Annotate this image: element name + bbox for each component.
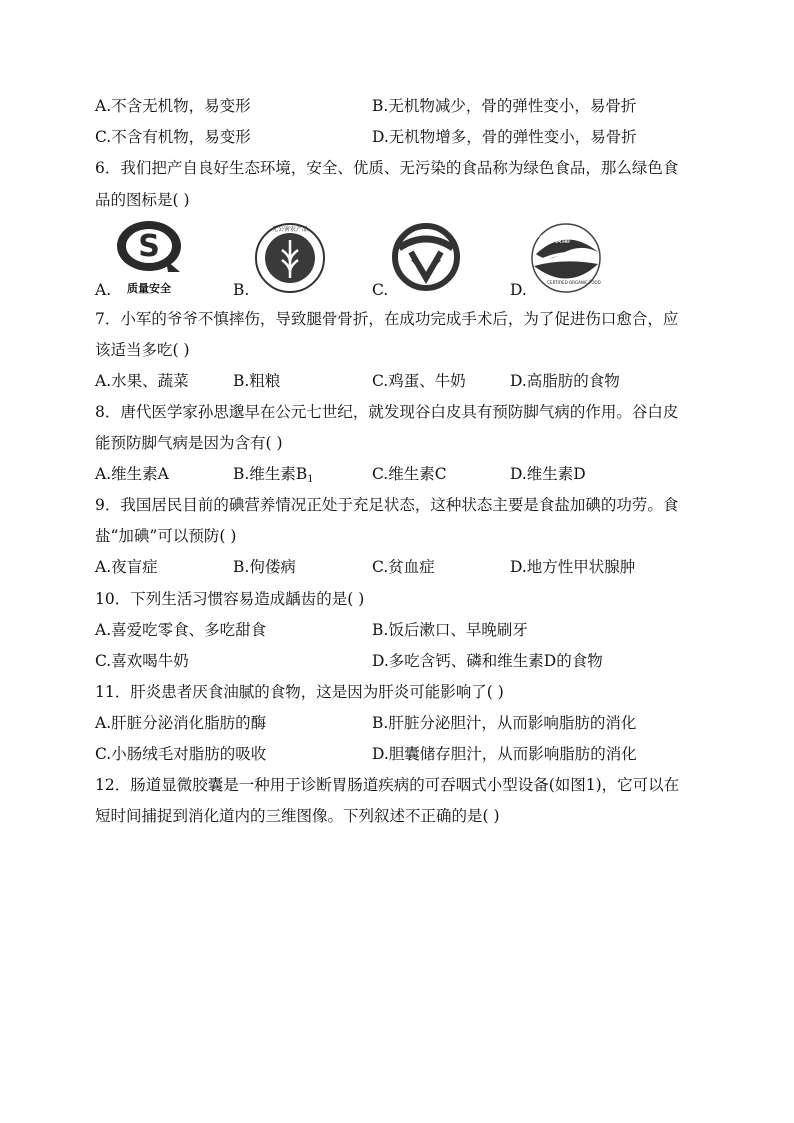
logo-d-ring-text: CERTIFIED ORGANIC FOOD [547,280,601,285]
q10-option-b: B.饭后漱口、早晚刷牙 [372,621,528,639]
q8-option-b-text: B.维生素B [233,465,308,483]
q9-stem-line2: 盐“加碘”可以预防( ) [95,527,237,545]
q8-option-a: A.维生素A [95,465,169,483]
green-food-logo [389,222,463,296]
q9-option-a: A.夜盲症 [95,558,158,576]
q11-option-b: B.肝脏分泌胆汁，从而影响脂肪的消化 [372,714,637,732]
q7-option-b: B.粗粮 [233,372,281,390]
q8-stem-line2: 能预防脚气病是因为含有( ) [95,434,283,452]
svg-text:S: S [138,229,160,264]
q10-option-c: C.喜欢喝牛奶 [95,652,189,670]
q8-option-d: D.维生素D [510,465,586,483]
q11-option-a: A.肝脏分泌消化脂肪的酶 [95,714,267,732]
q10-option-a: A.喜爱吃零食、多吃甜食 [95,621,267,639]
q7-option-a: A.水果、蔬菜 [95,372,189,390]
logo-d-caption: 有机食品 [538,235,570,244]
q7-stem-line1: 7．小军的爷爷不慎摔伤，导致腿骨骨折，在成功完成手术后，为了促进伤口愈合，应 [95,310,679,328]
q5-option-a: A.不含无机物，易变形 [95,97,251,115]
q5-option-b: B.无机物减少，骨的弹性变小，易骨折 [372,97,637,115]
logo-a-caption: 质量安全 [127,282,171,295]
q8-option-b [233,464,314,490]
q9-option-c: C.贫血症 [372,558,435,576]
q10-stem-line1: 10．下列生活习惯容易造成龋齿的是( ) [95,590,365,608]
q7-option-c: C.鸡蛋、牛奶 [372,372,466,390]
q9-stem-line1: 9．我国居民目前的碘营养情况正处于充足状态，这种状态主要是食盐加碘的功劳。食 [95,496,679,514]
q6-stem-line1: 6．我们把产自良好生态环境，安全、优质、无污染的食品称为绿色食品，那么绿色食 [95,159,679,177]
q7-option-d: D.高脂肪的食物 [510,372,620,390]
q12-stem-line2: 短时间捕捉到消化道内的三维图像。下列叙述不正确的是( ) [95,807,500,825]
q10-option-d: D.多吃含钙、磷和维生素D的食物 [372,652,603,670]
q5-option-d: D.无机物增多，骨的弹性变小，易骨折 [372,128,637,146]
logo-b-caption: 无公害农产品 [271,226,309,233]
q6-option-c-label: C. [372,281,389,299]
q6-option-a-label: A. [95,281,112,299]
q5-option-c: C.不含有机物，易变形 [95,128,251,146]
q11-option-c: C.小肠绒毛对脂肪的吸收 [95,745,267,763]
pollution-free-produce-logo [252,222,328,298]
quality-safety-logo [108,216,190,300]
q8-option-c: C.维生素C [372,465,447,483]
q6-stem-line2: 品的图标是( ) [95,191,190,209]
q9-option-d: D.地方性甲状腺肿 [510,558,636,576]
q6-option-b-label: B. [233,281,250,299]
q7-stem-line2: 该适当多吃( ) [95,341,190,359]
q6-option-d-label: D. [510,281,527,299]
q11-stem-line1: 11．肝炎患者厌食油腻的食物，这是因为肝炎可能影响了( ) [95,683,504,701]
q9-option-b: B.佝偻病 [233,558,296,576]
q8-stem-line1: 8．唐代医学家孙思邈早在公元七世纪，就发现谷白皮具有预防脚气病的作用。谷白皮 [95,403,679,421]
q11-option-d: D.胆囊储存胆汁，从而影响脂肪的消化 [372,745,637,763]
q8-option-b-subscript: 1 [307,474,314,485]
organic-food-logo [528,222,604,298]
q12-stem-line1: 12．肠道显微胶囊是一种用于诊断胃肠道疾病的可吞咽式小型设备(如图1)，它可以在 [95,776,680,794]
